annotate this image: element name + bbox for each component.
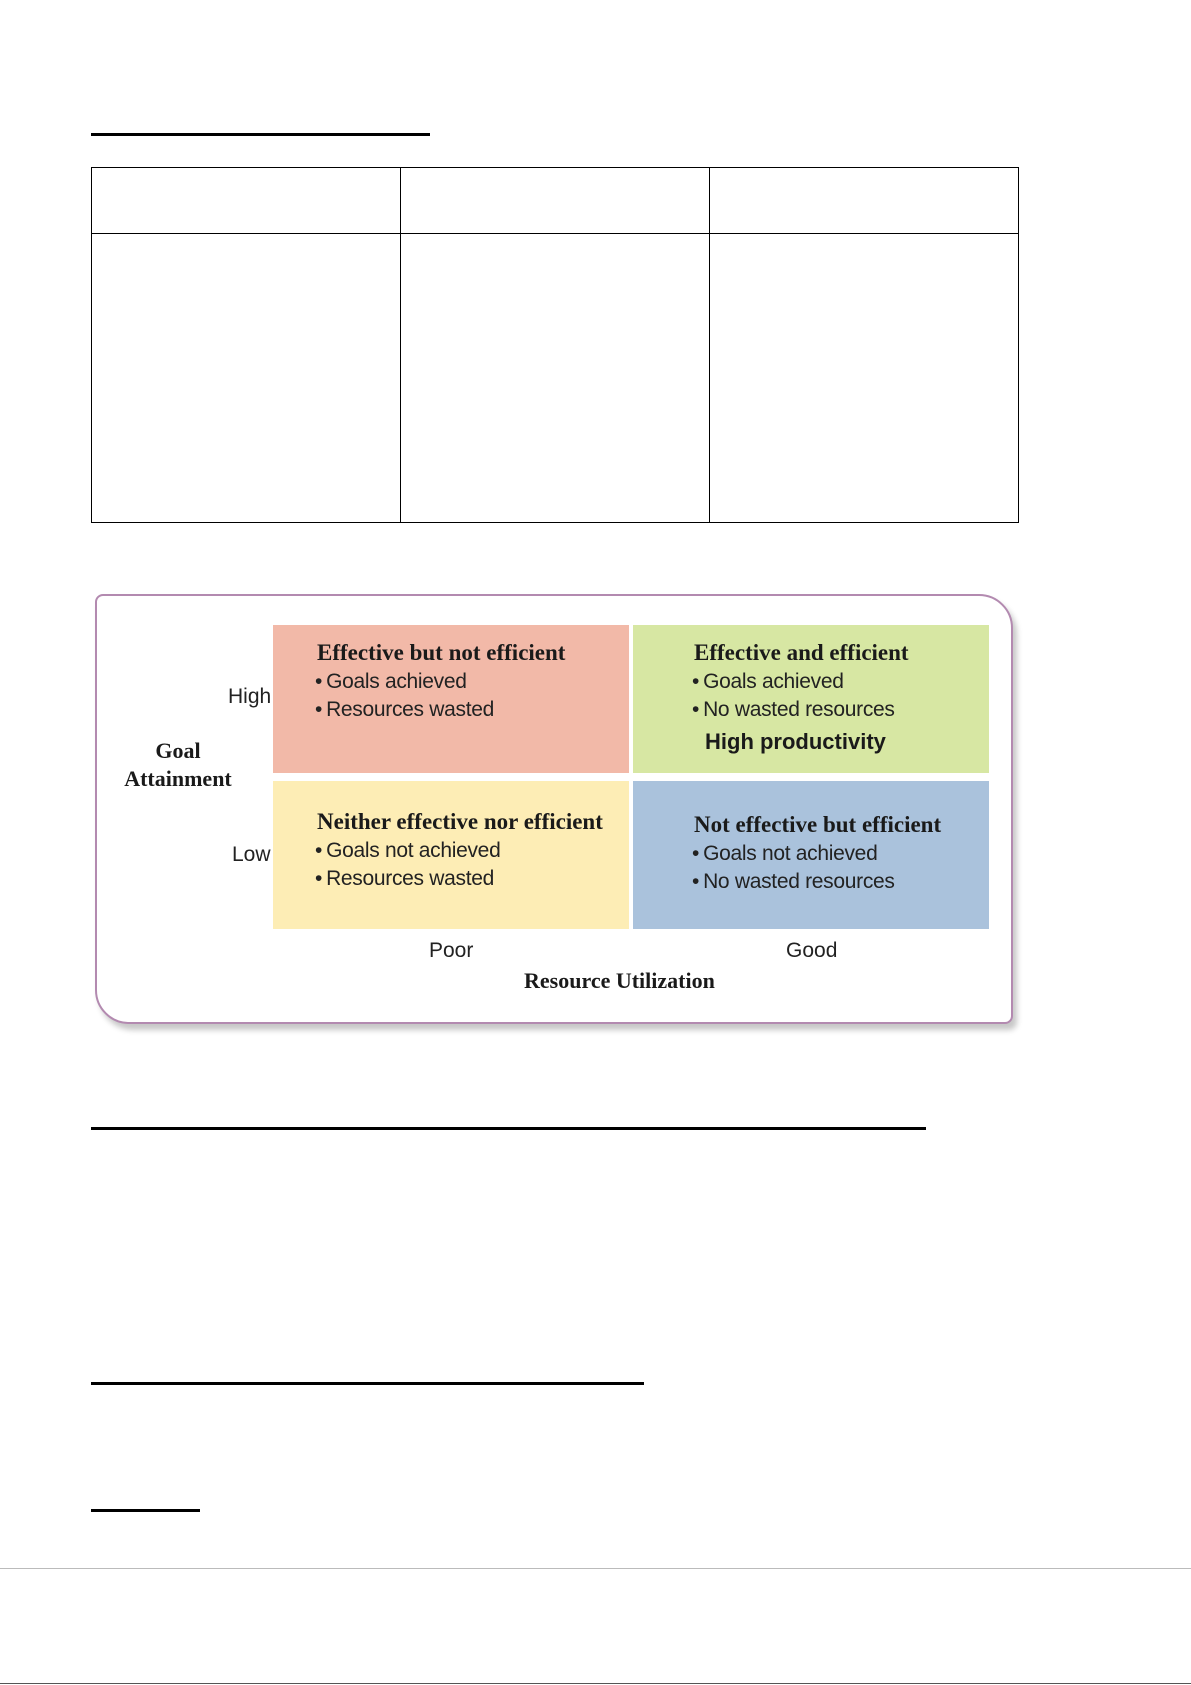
quadrant-title: Effective but not efficient — [317, 640, 566, 665]
quadrant-bullet: • Goals achieved — [315, 670, 467, 693]
y-tick-low: Low — [232, 843, 271, 866]
quadrant-bullet: • No wasted resources — [692, 870, 895, 893]
heading-underline-4 — [91, 1509, 200, 1512]
quadrant-bullet: • Goals not achieved — [692, 842, 878, 865]
heading-underline-3 — [91, 1382, 644, 1385]
heading-underline-1 — [91, 133, 430, 136]
quadrant-bullet: • Goals not achieved — [315, 839, 501, 862]
quadrant-title: Effective and efficient — [694, 640, 909, 665]
table-column-divider-1 — [400, 168, 401, 522]
heading-underline-2 — [91, 1127, 926, 1130]
quadrant-not-effective-efficient — [633, 781, 989, 929]
quadrant-effective-and-efficient — [633, 625, 989, 773]
page-footer-divider — [0, 1568, 1191, 1569]
x-tick-poor: Poor — [429, 939, 474, 962]
table-column-divider-2 — [709, 168, 710, 522]
y-axis-title: Goal Attainment — [124, 738, 232, 791]
comparison-table — [91, 167, 1019, 523]
quadrant-effective-not-efficient — [273, 625, 629, 773]
quadrant-title: Not effective but efficient — [694, 812, 942, 837]
high-productivity-label: High productivity — [705, 729, 886, 754]
x-axis-title: Resource Utilization — [524, 968, 715, 993]
quadrant-neither — [273, 781, 629, 929]
quadrant-bullet: • Resources wasted — [315, 867, 495, 890]
table-header-divider — [92, 233, 1018, 234]
quadrant-bullet: • Resources wasted — [315, 698, 495, 721]
quadrant-title: Neither effective nor efficient — [317, 809, 603, 834]
x-tick-good: Good — [786, 939, 838, 962]
quadrant-bullet: • No wasted resources — [692, 698, 895, 721]
quadrant-bullet: • Goals achieved — [692, 670, 844, 693]
y-tick-high: High — [228, 685, 272, 708]
page-bottom-edge — [0, 1683, 1191, 1684]
